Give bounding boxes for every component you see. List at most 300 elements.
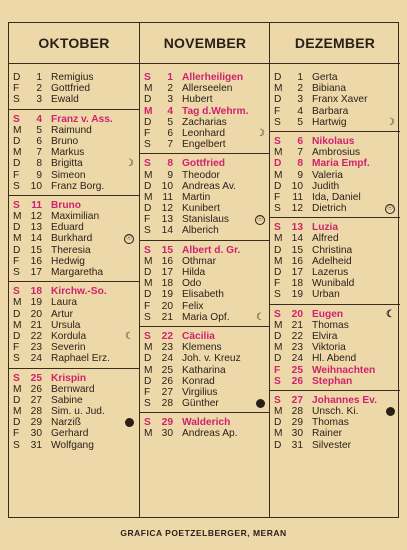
- day-row: [140, 376, 270, 387]
- week-block: [9, 64, 139, 110]
- weekday-letter: M: [13, 406, 22, 418]
- saint-name: Viktoria: [312, 342, 346, 354]
- weekday-letter: M: [13, 124, 22, 136]
- day-row: [9, 83, 139, 94]
- day-number: 26: [291, 375, 303, 387]
- day-row: [9, 136, 139, 147]
- day-number: 29: [291, 417, 303, 429]
- saint-name: Stanislaus: [182, 214, 230, 226]
- day-row: [9, 256, 139, 267]
- day-number: 2: [167, 83, 173, 95]
- day-number: 12: [161, 203, 173, 215]
- day-row: [270, 289, 400, 300]
- day-number: 10: [161, 180, 173, 192]
- day-number: 30: [30, 428, 42, 440]
- day-row: [140, 342, 270, 353]
- saint-name: Tag d.Wehrm.: [182, 105, 249, 117]
- weekday-letter: D: [144, 203, 152, 215]
- day-row: [140, 106, 270, 117]
- day-number: 27: [291, 394, 303, 406]
- saint-name: Unsch. Ki.: [312, 406, 359, 418]
- weekday-letter: S: [144, 398, 151, 410]
- day-number: 17: [291, 267, 303, 278]
- saint-name: Franx Xaver: [312, 94, 368, 106]
- saint-name: Albert d. Gr.: [182, 244, 241, 256]
- day-number: 14: [291, 233, 303, 245]
- weekday-letter: F: [13, 342, 20, 354]
- day-number: 4: [297, 105, 303, 117]
- saint-name: Virgilius: [182, 386, 218, 398]
- weekday-letter: D: [13, 308, 21, 320]
- day-number: 29: [30, 417, 42, 429]
- weekday-letter: S: [144, 311, 151, 323]
- weekday-letter: M: [274, 319, 283, 331]
- saint-name: Maria Opf.: [182, 311, 230, 323]
- saint-name: Theodor: [182, 169, 220, 181]
- saint-name: Katharina: [182, 364, 226, 376]
- day-row: [9, 440, 139, 451]
- day-row: [270, 417, 400, 428]
- day-number: 22: [291, 330, 303, 342]
- saint-name: Eugen: [312, 308, 344, 320]
- saint-name: Kunibert: [182, 203, 220, 215]
- weekday-letter: D: [274, 330, 282, 342]
- day-row: [140, 331, 270, 342]
- day-number: 24: [30, 353, 42, 365]
- weekday-letter: S: [274, 308, 281, 320]
- day-row: [270, 267, 400, 278]
- saint-name: Sabine: [51, 394, 83, 406]
- weekday-letter: M: [144, 105, 153, 117]
- saint-name: Wunibald: [312, 278, 355, 290]
- day-number: 31: [30, 439, 42, 451]
- saint-name: Cäcilia: [182, 330, 215, 342]
- weekday-letter: D: [144, 180, 152, 192]
- day-row: [140, 83, 270, 94]
- weekday-letter: S: [13, 372, 20, 384]
- saint-name: Narziß: [51, 417, 81, 429]
- day-row: [140, 117, 270, 128]
- day-number: 5: [36, 124, 42, 136]
- day-row: [270, 256, 400, 267]
- saint-name: Barbara: [312, 105, 349, 117]
- day-row: [9, 297, 139, 308]
- day-number: 28: [161, 398, 173, 410]
- weekday-letter: S: [274, 222, 281, 234]
- day-row: [270, 245, 400, 256]
- saint-name: Franz v. Ass.: [51, 113, 113, 125]
- saint-name: Engelbert: [182, 139, 226, 151]
- day-number: 20: [291, 308, 303, 320]
- day-number: 16: [161, 255, 173, 267]
- weekday-letter: M: [13, 297, 22, 309]
- saint-name: Hilda: [182, 267, 206, 278]
- moon-phase-last-quarter-icon: ☽: [125, 158, 134, 170]
- day-row: [140, 301, 270, 312]
- weekday-letter: F: [144, 300, 151, 312]
- day-row: [9, 267, 139, 278]
- week-block: [9, 369, 139, 454]
- weekday-letter: D: [274, 72, 282, 83]
- day-number: 16: [291, 255, 303, 267]
- day-row: [9, 286, 139, 297]
- day-row: [140, 203, 270, 214]
- weekday-letter: D: [274, 94, 282, 106]
- saint-name: Theresia: [51, 244, 91, 256]
- saint-name: Wolfgang: [51, 439, 94, 451]
- saint-name: Bernward: [51, 383, 95, 395]
- day-row: [270, 331, 400, 342]
- week-block: [270, 132, 400, 218]
- saint-name: Krispin: [51, 372, 87, 384]
- day-number: 23: [291, 342, 303, 354]
- weekday-letter: S: [13, 439, 20, 451]
- day-row: [140, 417, 270, 428]
- month-column-november: [139, 23, 270, 517]
- day-number: 20: [161, 300, 173, 312]
- saint-name: Elisabeth: [182, 289, 224, 301]
- week-block: [9, 282, 139, 368]
- day-number: 18: [161, 278, 173, 290]
- weekday-letter: F: [13, 169, 20, 181]
- day-row: [9, 158, 139, 169]
- day-row: [9, 417, 139, 428]
- day-number: 19: [30, 297, 42, 309]
- saint-name: Judith: [312, 180, 340, 192]
- day-row: [140, 94, 270, 105]
- day-number: 14: [161, 225, 173, 237]
- day-number: 27: [30, 394, 42, 406]
- weekday-letter: S: [13, 94, 20, 106]
- saint-name: Rainer: [312, 428, 343, 440]
- month-heading: NOVEMBER: [140, 23, 270, 64]
- saint-name: Stephan: [312, 375, 353, 387]
- weekday-letter: S: [144, 417, 151, 429]
- day-row: [140, 278, 270, 289]
- weekday-letter: D: [144, 375, 152, 387]
- day-row: [9, 342, 139, 353]
- day-row: [270, 440, 400, 451]
- day-row: [270, 192, 400, 203]
- weekday-letter: F: [144, 127, 151, 139]
- day-row: [9, 428, 139, 439]
- day-number: 13: [30, 222, 42, 234]
- day-row: [9, 94, 139, 105]
- day-row: [270, 365, 400, 376]
- weekday-letter: M: [13, 147, 22, 159]
- day-row: [140, 139, 270, 150]
- weekday-letter: D: [13, 417, 21, 429]
- moon-phase-full-icon: [386, 407, 395, 416]
- day-number: 23: [30, 342, 42, 354]
- saint-name: Simeon: [51, 169, 86, 181]
- saint-name: Ewald: [51, 94, 79, 106]
- weekday-letter: M: [13, 383, 22, 395]
- saint-name: Eduard: [51, 222, 84, 234]
- day-row: [140, 170, 270, 181]
- day-number: 10: [291, 180, 303, 192]
- weekday-letter: F: [13, 428, 20, 440]
- saint-name: Laura: [51, 297, 78, 309]
- day-row: [270, 233, 400, 244]
- day-row: [140, 128, 270, 139]
- day-number: 30: [291, 428, 303, 440]
- weekday-letter: S: [144, 72, 151, 83]
- moon-phase-full-icon: [256, 399, 265, 408]
- saint-name: Konrad: [182, 375, 215, 387]
- day-row: [270, 342, 400, 353]
- saint-name: Burkhard: [51, 233, 93, 245]
- day-number: 11: [292, 191, 303, 203]
- saint-name: Bibiana: [312, 83, 346, 95]
- month-heading: OKTOBER: [9, 23, 139, 64]
- weekday-letter: M: [274, 406, 283, 418]
- calendar-frame: [8, 22, 399, 518]
- day-number: 7: [167, 139, 173, 151]
- weekday-letter: D: [144, 289, 152, 301]
- weekday-letter: S: [144, 225, 151, 237]
- saint-name: Othmar: [182, 255, 216, 267]
- day-row: [140, 181, 270, 192]
- day-number: 19: [291, 289, 303, 301]
- day-number: 25: [291, 364, 303, 376]
- weekday-letter: F: [274, 191, 281, 203]
- day-row: [9, 222, 139, 233]
- weekday-letter: D: [274, 439, 282, 451]
- day-row: [270, 203, 400, 214]
- weekday-letter: D: [13, 222, 21, 234]
- moon-phase-first-quarter-icon: ☾: [125, 330, 134, 342]
- weekday-letter: S: [13, 267, 20, 278]
- weekday-letter: D: [13, 72, 21, 83]
- saint-name: Hartwig: [312, 116, 347, 128]
- saint-name: Alberich: [182, 225, 219, 237]
- weekday-letter: D: [144, 267, 152, 278]
- saint-name: Bruno: [51, 199, 81, 211]
- day-row: [270, 158, 400, 169]
- moon-phase-last-quarter-icon: ☽: [256, 127, 265, 139]
- day-row: [9, 406, 139, 417]
- weekday-letter: M: [144, 278, 153, 290]
- week-block: [270, 305, 400, 391]
- saint-name: Ursula: [51, 319, 81, 331]
- day-row: [9, 373, 139, 384]
- day-row: [140, 387, 270, 398]
- day-row: [140, 428, 270, 439]
- day-row: [9, 181, 139, 192]
- day-row: [140, 225, 270, 236]
- weekday-letter: F: [274, 364, 281, 376]
- day-number: 4: [167, 105, 173, 117]
- saint-name: Elvira: [312, 330, 338, 342]
- weekday-letter: D: [274, 180, 282, 192]
- month-column-dezember: [269, 23, 400, 517]
- weekday-letter: S: [13, 180, 20, 192]
- week-block: [270, 218, 400, 304]
- day-row: [140, 72, 270, 83]
- week-block: [140, 241, 270, 327]
- week-block: [270, 391, 400, 454]
- day-row: [140, 365, 270, 376]
- saint-name: Günther: [182, 398, 219, 410]
- day-number: 13: [161, 214, 173, 226]
- day-number: 3: [167, 94, 173, 106]
- weekday-letter: F: [274, 105, 281, 117]
- day-number: 25: [161, 364, 173, 376]
- day-row: [9, 320, 139, 331]
- day-number: 9: [167, 169, 173, 181]
- saint-name: Hl. Abend: [312, 353, 357, 365]
- day-number: 28: [30, 406, 42, 418]
- saint-name: Klemens: [182, 342, 222, 354]
- day-number: 2: [36, 83, 42, 95]
- weekday-letter: S: [13, 286, 20, 298]
- saint-name: Remigius: [51, 72, 94, 83]
- weekday-letter: S: [144, 158, 151, 170]
- day-number: 3: [297, 94, 303, 106]
- day-number: 9: [36, 169, 42, 181]
- weekday-letter: S: [274, 289, 281, 301]
- day-number: 18: [291, 278, 303, 290]
- day-row: [9, 309, 139, 320]
- day-number: 5: [167, 116, 173, 128]
- weekday-letter: D: [13, 158, 21, 170]
- day-row: [270, 136, 400, 147]
- weekday-letter: M: [274, 428, 283, 440]
- weekday-letter: S: [274, 394, 281, 406]
- day-row: [9, 395, 139, 406]
- week-block: [270, 64, 400, 132]
- weekday-letter: S: [13, 353, 20, 365]
- moon-phase-first-quarter-icon: ☾: [256, 311, 265, 323]
- day-number: 9: [297, 169, 303, 181]
- moon-phase-new-icon: ☉: [386, 205, 394, 213]
- saint-name: Andreas Av.: [182, 180, 236, 192]
- saint-name: Gerta: [312, 72, 338, 83]
- saint-name: Weihnachten: [312, 364, 376, 376]
- day-number: 26: [161, 375, 173, 387]
- weekday-letter: S: [274, 135, 281, 147]
- saint-name: Thomas: [312, 417, 349, 429]
- saint-name: Joh. v. Kreuz: [182, 353, 241, 365]
- saint-name: Odo: [182, 278, 202, 290]
- day-row: [270, 170, 400, 181]
- day-number: 6: [167, 127, 173, 139]
- saint-name: Raimund: [51, 124, 92, 136]
- weekday-letter: S: [274, 116, 281, 128]
- weekday-letter: D: [13, 135, 21, 147]
- day-row: [9, 72, 139, 83]
- saint-name: Andreas Ap.: [182, 428, 238, 440]
- weekday-letter: M: [144, 83, 153, 95]
- day-row: [270, 278, 400, 289]
- day-number: 14: [30, 233, 42, 245]
- saint-name: Zacharias: [182, 116, 227, 128]
- saint-name: Maximilian: [51, 211, 100, 223]
- day-number: 20: [30, 308, 42, 320]
- weekday-letter: M: [144, 428, 153, 440]
- day-number: 2: [297, 83, 303, 95]
- saint-name: Kordula: [51, 330, 87, 342]
- weekday-letter: M: [13, 211, 22, 223]
- moon-phase-full-icon: [125, 418, 134, 427]
- day-row: [270, 320, 400, 331]
- week-block: [140, 154, 270, 240]
- weekday-letter: S: [144, 139, 151, 151]
- day-row: [9, 384, 139, 395]
- saint-name: Ida, Daniel: [312, 191, 361, 203]
- day-number: 24: [291, 353, 303, 365]
- saint-name: Gottfried: [51, 83, 91, 95]
- day-row: [140, 214, 270, 225]
- saint-name: Thomas: [312, 319, 349, 331]
- day-number: 13: [291, 222, 303, 234]
- weekday-letter: M: [274, 342, 283, 354]
- day-number: 31: [291, 439, 303, 451]
- weekday-letter: F: [13, 255, 20, 267]
- day-number: 10: [30, 180, 42, 192]
- day-number: 29: [161, 417, 173, 429]
- day-number: 21: [30, 319, 42, 331]
- day-row: [270, 428, 400, 439]
- saint-name: Urban: [312, 289, 340, 301]
- day-row: [140, 256, 270, 267]
- saint-name: Maria Empf.: [312, 158, 370, 170]
- day-row: [9, 147, 139, 158]
- saint-name: Valeria: [312, 169, 343, 181]
- day-number: 7: [36, 147, 42, 159]
- weekday-letter: S: [274, 203, 281, 215]
- day-number: 12: [30, 211, 42, 223]
- day-number: 17: [161, 267, 173, 278]
- day-row: [270, 72, 400, 83]
- day-row: [9, 331, 139, 342]
- saint-name: Walderich: [182, 417, 231, 429]
- day-number: 8: [36, 158, 42, 170]
- day-row: [140, 289, 270, 300]
- moon-phase-new-icon: ☉: [256, 216, 264, 224]
- day-number: 8: [297, 158, 303, 170]
- saint-name: Gerhard: [51, 428, 89, 440]
- saint-name: Alfred: [312, 233, 339, 245]
- weekday-letter: M: [274, 169, 283, 181]
- day-number: 11: [31, 199, 42, 211]
- day-row: [140, 267, 270, 278]
- week-block: [9, 110, 139, 196]
- saint-name: Johannes Ev.: [312, 394, 377, 406]
- saint-name: Leonhard: [182, 127, 226, 139]
- day-row: [270, 106, 400, 117]
- day-number: 30: [161, 428, 173, 440]
- day-number: 3: [36, 94, 42, 106]
- saint-name: Christina: [312, 244, 353, 256]
- saint-name: Luzia: [312, 222, 339, 234]
- day-row: [140, 245, 270, 256]
- saint-name: Silvester: [312, 439, 352, 451]
- saint-name: Allerseelen: [182, 83, 233, 95]
- day-row: [140, 158, 270, 169]
- weekday-letter: M: [274, 147, 283, 159]
- weekday-letter: M: [13, 319, 22, 331]
- weekday-letter: D: [13, 394, 21, 406]
- day-number: 19: [161, 289, 173, 301]
- day-row: [270, 353, 400, 364]
- saint-name: Hubert: [182, 94, 213, 106]
- day-row: [140, 312, 270, 323]
- day-number: 23: [161, 342, 173, 354]
- saint-name: Lazerus: [312, 267, 349, 278]
- saint-name: Hedwig: [51, 255, 85, 267]
